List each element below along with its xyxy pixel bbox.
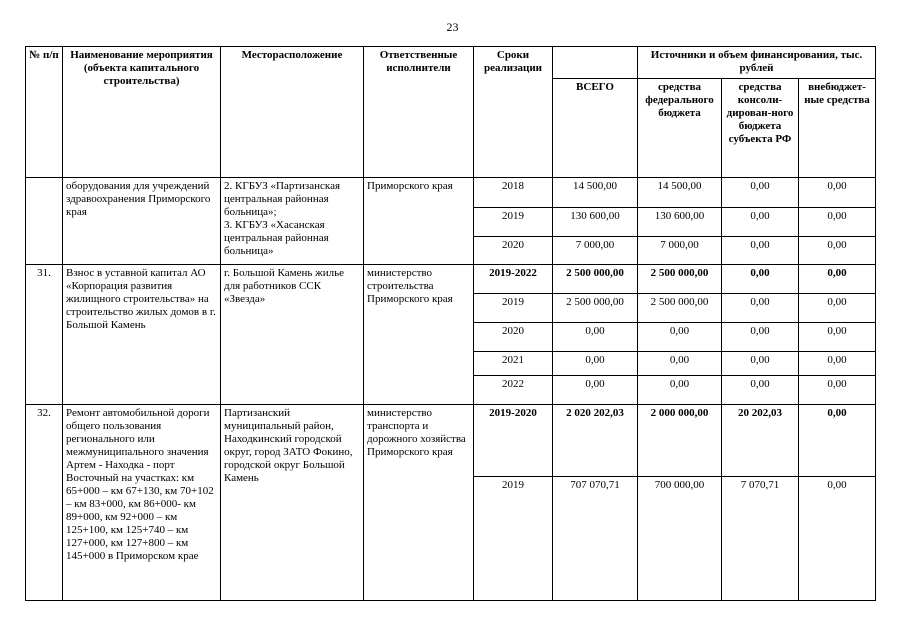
- cell-regional: 20 202,03: [722, 405, 799, 477]
- row-num: 31.: [26, 265, 63, 405]
- table-row: [26, 265, 876, 294]
- cell-regional: 0,00: [722, 352, 799, 376]
- row-responsible: министерство транспорта и дорожного хозяйства Приморского края: [364, 405, 474, 601]
- funding-table: [25, 46, 876, 601]
- cell-total: 14 500,00: [553, 178, 638, 208]
- cell-regional: 0,00: [722, 294, 799, 323]
- header-blank: [553, 47, 638, 79]
- cell-total: 7 000,00: [553, 237, 638, 265]
- cell-extrabudget: 0,00: [799, 477, 876, 601]
- cell-period: 2018: [474, 178, 553, 208]
- cell-extrabudget: 0,00: [799, 208, 876, 237]
- cell-federal: 7 000,00: [638, 237, 722, 265]
- header-total: ВСЕГО: [553, 79, 638, 178]
- cell-period: 2019: [474, 477, 553, 601]
- row-location: г. Большой Камень жилье для работников ССК «Звезда»: [221, 265, 364, 405]
- cell-period: 2019-2022: [474, 265, 553, 294]
- cell-extrabudget: 0,00: [799, 265, 876, 294]
- row-location: Партизанский муниципальный район, Находкинский городской округ, город ЗАТО Фокино, городской округ Большой Камень: [221, 405, 364, 601]
- cell-federal: 130 600,00: [638, 208, 722, 237]
- cell-total: 0,00: [553, 323, 638, 352]
- cell-federal: 2 000 000,00: [638, 405, 722, 477]
- cell-period: 2021: [474, 352, 553, 376]
- cell-extrabudget: 0,00: [799, 178, 876, 208]
- cell-total: 2 020 202,03: [553, 405, 638, 477]
- cell-total: 130 600,00: [553, 208, 638, 237]
- header-name: Наименование мероприятия (объекта капитального строительства): [63, 47, 221, 178]
- row-responsible: Приморского края: [364, 178, 474, 265]
- cell-regional: 7 070,71: [722, 477, 799, 601]
- header-period: Сроки реализации: [474, 47, 553, 178]
- row-name: Ремонт автомобильной дороги общего пользования регионального или межмуниципального значения Артем - Находка - порт Восточный на участках: км 65+000 – км 67+130, км 70+102 – км 83+000, км 86+000- км 89+000, км 92+000 – км 125+100, км 125+740 – км 127+000, км 127+800 – км 145+000 в Приморском крае: [63, 405, 221, 601]
- cell-regional: 0,00: [722, 208, 799, 237]
- cell-regional: 0,00: [722, 178, 799, 208]
- header-responsible: Ответственные исполнители: [364, 47, 474, 178]
- cell-period: 2020: [474, 237, 553, 265]
- cell-federal: 2 500 000,00: [638, 265, 722, 294]
- cell-period: 2019-2020: [474, 405, 553, 477]
- row-num: [26, 178, 63, 265]
- cell-total: 2 500 000,00: [553, 265, 638, 294]
- cell-federal: 700 000,00: [638, 477, 722, 601]
- cell-total: 707 070,71: [553, 477, 638, 601]
- cell-extrabudget: 0,00: [799, 352, 876, 376]
- header-location: Месторасположение: [221, 47, 364, 178]
- cell-federal: 2 500 000,00: [638, 294, 722, 323]
- row-name: оборудования для учреждений здравоохранения Приморского края: [63, 178, 221, 265]
- cell-period: 2022: [474, 376, 553, 405]
- cell-regional: 0,00: [722, 323, 799, 352]
- table-row: [26, 178, 876, 208]
- cell-federal: 0,00: [638, 352, 722, 376]
- row-num: 32.: [26, 405, 63, 601]
- cell-extrabudget: 0,00: [799, 376, 876, 405]
- table-row: [26, 405, 876, 477]
- cell-regional: 0,00: [722, 265, 799, 294]
- cell-extrabudget: 0,00: [799, 405, 876, 477]
- row-name: Взнос в уставной капитал АО «Корпорация развития жилищного строительства» на строительство жилых домов в г. Большой Камень: [63, 265, 221, 405]
- cell-total: 0,00: [553, 376, 638, 405]
- row-location: 2. КГБУЗ «Партизанская центральная районная больница»; 3. КГБУЗ «Хасанская центральная районная больница»: [221, 178, 364, 265]
- header-funding: Источники и объем финансирования, тыс. рублей: [638, 47, 876, 79]
- cell-federal: 0,00: [638, 323, 722, 352]
- cell-total: 2 500 000,00: [553, 294, 638, 323]
- page-number: 23: [446, 20, 459, 34]
- cell-extrabudget: 0,00: [799, 294, 876, 323]
- cell-federal: 14 500,00: [638, 178, 722, 208]
- cell-period: 2020: [474, 323, 553, 352]
- header-federal: средства федерального бюджета: [638, 79, 722, 178]
- cell-federal: 0,00: [638, 376, 722, 405]
- cell-period: 2019: [474, 294, 553, 323]
- header-extrabudget: внебюджет-ные средства: [799, 79, 876, 178]
- cell-period: 2019: [474, 208, 553, 237]
- header-num: № п/п: [26, 47, 63, 178]
- cell-regional: 0,00: [722, 376, 799, 405]
- cell-regional: 0,00: [722, 237, 799, 265]
- cell-total: 0,00: [553, 352, 638, 376]
- row-responsible: министерство строительства Приморского края: [364, 265, 474, 405]
- header-regional: средства консоли-дирован-ного бюджета субъекта РФ: [722, 79, 799, 178]
- cell-extrabudget: 0,00: [799, 323, 876, 352]
- cell-extrabudget: 0,00: [799, 237, 876, 265]
